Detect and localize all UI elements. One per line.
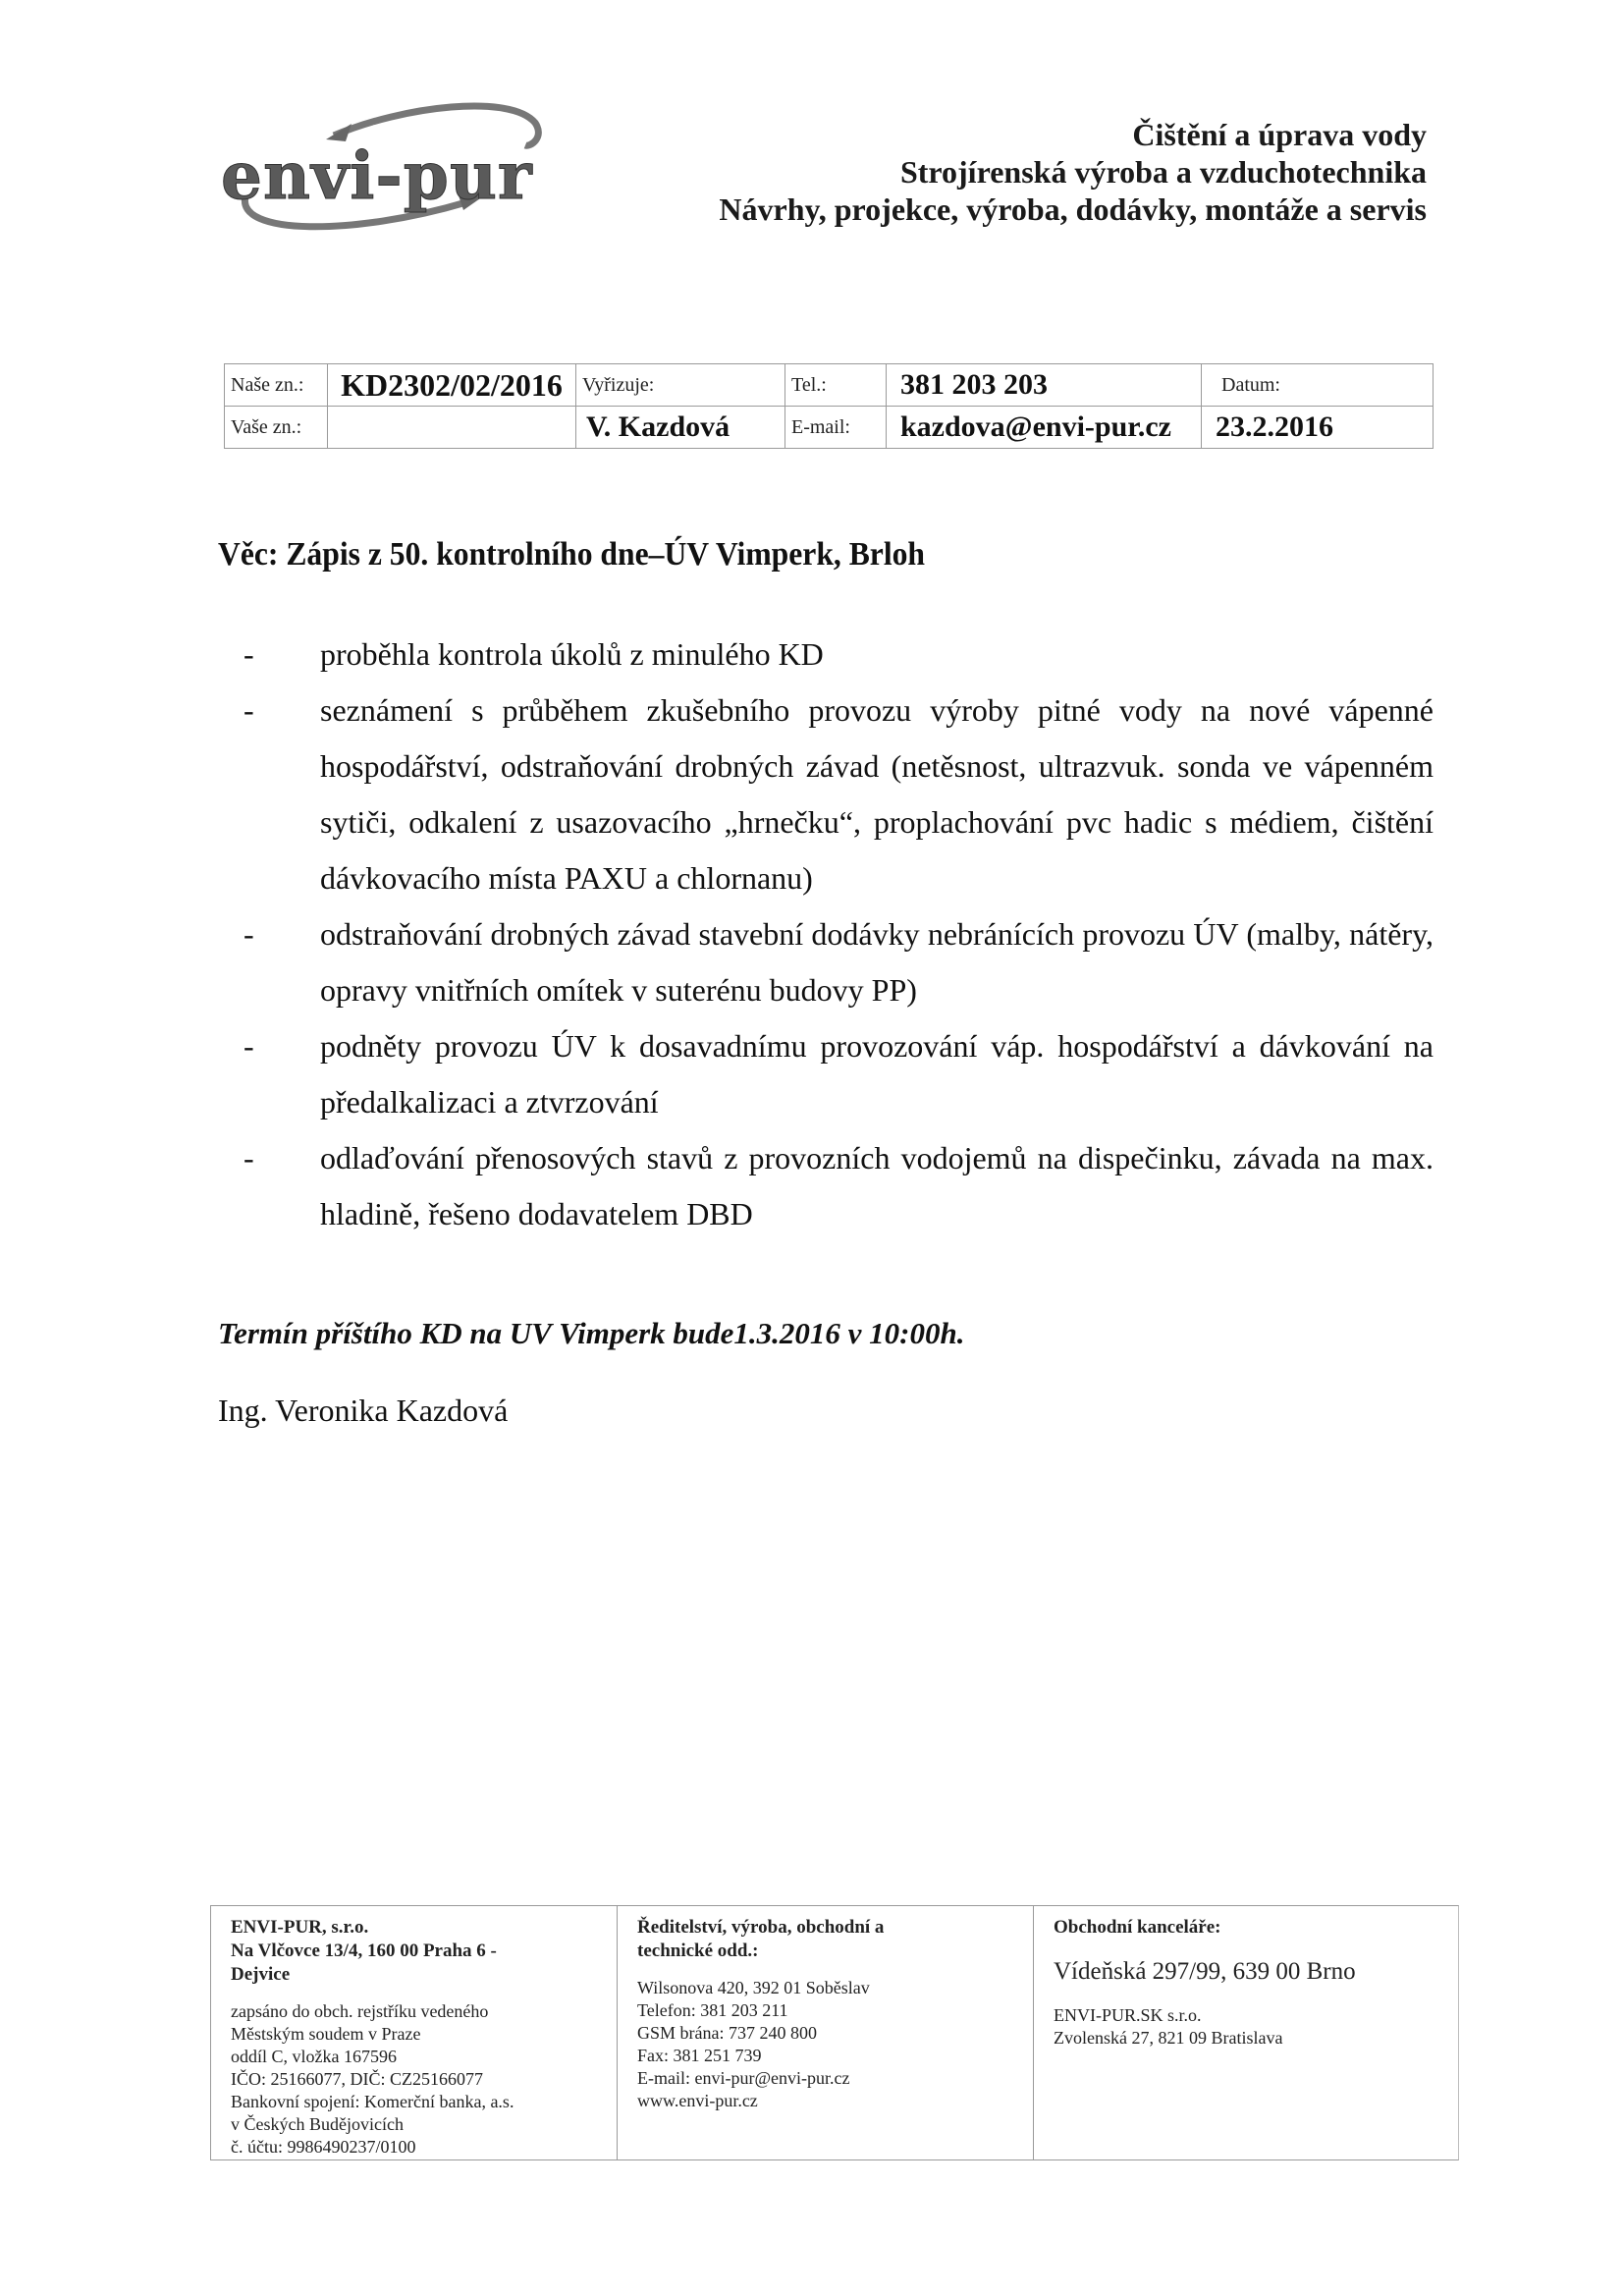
list-item-text: seznámení s průběhem zkušebního provozu výroby pitné vody na nové vápenné hospodářství, odstraňování drobných závad (netěsnost, ultrazvuk. sonda ve vápenném sytiči, odkalení z usazovacího „hrnečku“, proplachování pvc hadic s médiem, čištění dávkovacího místa PAXU a chlornanu) bbox=[320, 692, 1434, 896]
bullet-dash: - bbox=[243, 636, 254, 672]
footer-management bbox=[618, 1906, 1034, 2159]
dept-gsm: GSM brána: 737 240 800 bbox=[637, 2023, 817, 2043]
handled-by-value: V. Kazdová bbox=[576, 407, 785, 449]
company-address: Na Vlčovce 13/4, 160 00 Praha 6 - bbox=[231, 1941, 497, 1961]
handled-by-label: Vyřizuje: bbox=[576, 364, 785, 407]
tagline-line: Čištění a úprava vody bbox=[1132, 117, 1427, 152]
logo-text: envi-pur bbox=[221, 137, 533, 214]
offices-heading: Obchodní kanceláře: bbox=[1054, 1917, 1221, 1938]
list-item bbox=[236, 1018, 1434, 1130]
reference-table bbox=[224, 363, 1434, 449]
date-label: Datum: bbox=[1202, 364, 1434, 407]
registry-line: oddíl C, vložka 167596 bbox=[231, 2047, 397, 2066]
dept-address: Wilsonova 420, 392 01 Soběslav bbox=[637, 1978, 870, 1997]
your-ref-value bbox=[328, 407, 576, 449]
registry-line: Městským soudem v Praze bbox=[231, 2024, 421, 2044]
brno-office: Vídeňská 297/99, 639 00 Brno bbox=[1054, 1958, 1356, 1985]
dept-heading: technické odd.: bbox=[637, 1941, 759, 1961]
email-value: kazdova@envi-pur.cz bbox=[887, 407, 1202, 449]
dept-phone: Telefon: 381 203 211 bbox=[637, 2000, 788, 2020]
list-item-text: odstraňování drobných závad stavební dodávky nebránících provozu ÚV (malby, nátěry, opravy vnitřních omítek v suterénu budovy PP) bbox=[320, 916, 1434, 1008]
next-meeting-note: Termín příštího KD na UV Vimperk bude1.3.2016 v 10:00h. bbox=[218, 1316, 965, 1350]
bank-account: č. účtu: 9986490237/0100 bbox=[231, 2137, 416, 2157]
tel-value: 381 203 203 bbox=[887, 364, 1202, 407]
date-value: 23.2.2016 bbox=[1202, 407, 1434, 449]
company-name: ENVI-PUR, s.r.o. bbox=[231, 1917, 369, 1938]
email-label: E-mail: bbox=[785, 407, 887, 449]
sk-company: ENVI-PUR.SK s.r.o. bbox=[1054, 2005, 1202, 2025]
footer-contacts bbox=[210, 1905, 1459, 2160]
footer-offices bbox=[1034, 1906, 1458, 2159]
list-item bbox=[236, 683, 1434, 906]
company-tagline bbox=[719, 116, 1427, 228]
bullet-dash: - bbox=[243, 916, 254, 952]
list-item-text: podněty provozu ÚV k dosavadnímu provozování váp. hospodářství a dávkování na předalkalizaci a ztvrzování bbox=[320, 1028, 1434, 1120]
company-address-district: Dejvice bbox=[231, 1964, 291, 1985]
minutes-list bbox=[236, 627, 1434, 1242]
our-ref-value: KD2302/02/2016 bbox=[328, 364, 576, 407]
bullet-dash: - bbox=[243, 692, 254, 728]
dept-website: www.envi-pur.cz bbox=[637, 2091, 758, 2110]
tel-label: Tel.: bbox=[785, 364, 887, 407]
signature: Ing. Veronika Kazdová bbox=[218, 1393, 509, 1428]
company-logo bbox=[206, 98, 560, 236]
list-item bbox=[236, 1130, 1434, 1242]
dept-heading: Ředitelství, výroba, obchodní a bbox=[637, 1917, 885, 1938]
tax-ids: IČO: 25166077, DIČ: CZ25166077 bbox=[231, 2069, 484, 2089]
sk-address: Zvolenská 27, 821 09 Bratislava bbox=[1054, 2028, 1283, 2048]
dept-email: E-mail: envi-pur@envi-pur.cz bbox=[637, 2068, 850, 2088]
subject-line: Věc: Zápis z 50. kontrolního dne–ÚV Vimperk, Brloh bbox=[218, 536, 926, 573]
list-item-text: odlaďování přenosových stavů z provozních vodojemů na dispečinku, závada na max. hladině, řešeno dodavatelem DBD bbox=[320, 1140, 1434, 1231]
list-item bbox=[236, 906, 1434, 1018]
your-ref-label: Vaše zn.: bbox=[225, 407, 328, 449]
registry-line: zapsáno do obch. rejstříku vedeného bbox=[231, 2001, 489, 2021]
tagline-line: Návrhy, projekce, výroba, dodávky, montáže a servis bbox=[719, 191, 1427, 227]
bullet-dash: - bbox=[243, 1140, 254, 1175]
bank-line: v Českých Budějovicích bbox=[231, 2114, 404, 2134]
bullet-dash: - bbox=[243, 1028, 254, 1064]
list-item-text: proběhla kontrola úkolů z minulého KD bbox=[320, 636, 824, 672]
tagline-line: Strojírenská výroba a vzduchotechnika bbox=[899, 154, 1427, 190]
list-item bbox=[236, 627, 1434, 683]
bank-line: Bankovní spojení: Komerční banka, a.s. bbox=[231, 2092, 514, 2111]
dept-fax: Fax: 381 251 739 bbox=[637, 2046, 762, 2065]
footer-headquarters bbox=[211, 1906, 618, 2159]
our-ref-label: Naše zn.: bbox=[225, 364, 328, 407]
